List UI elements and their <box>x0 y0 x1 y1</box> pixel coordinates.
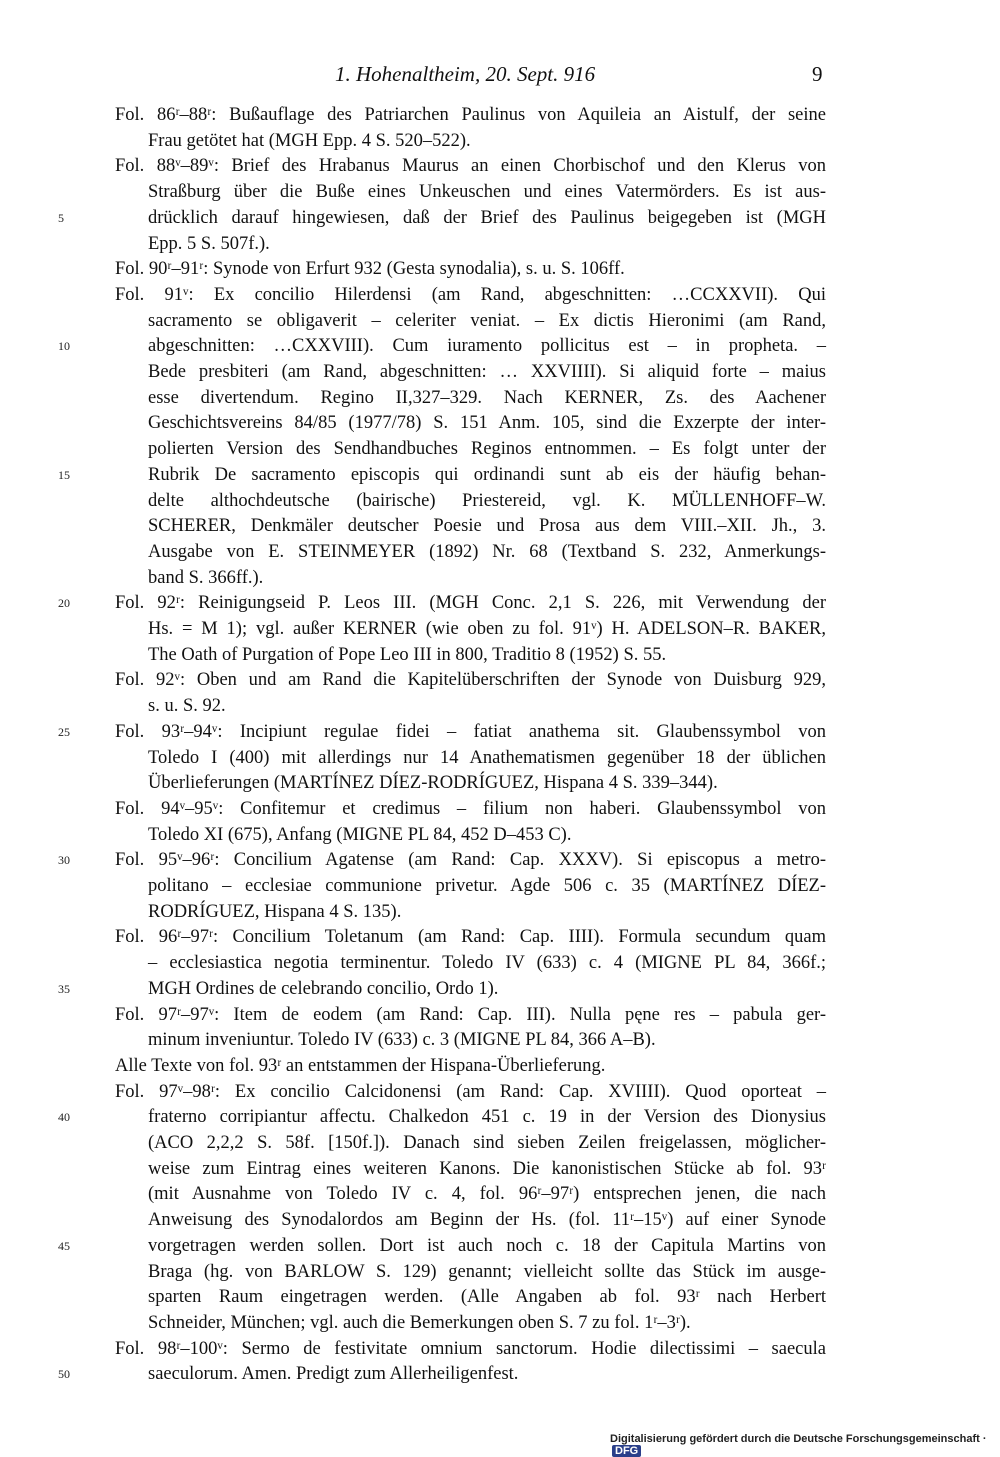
text-line <box>0 770 1000 796</box>
text-line <box>0 1027 1000 1053</box>
text-line <box>0 488 1000 514</box>
line-text: (mit Ausnahme von Toledo IV c. 4, fol. 96ʳ–97ʳ) entsprechen jenen, die nach <box>148 1184 826 1205</box>
text-line <box>0 308 1000 334</box>
line-text: Hs. = M 1); vgl. außer KERNER (wie oben zu fol. 91ᵛ) H. ADELSON–R. BAKER, <box>148 619 826 639</box>
text-line <box>0 513 1000 539</box>
line-text: Bede presbiteri (am Rand, abgeschnitten: … XXVIIII). Si aliquid forte – maius <box>148 362 826 382</box>
line-text: minum inveniuntur. Toledo IV (633) c. 3 (MIGNE PL 84, 366 A–B). <box>148 1030 656 1051</box>
text-line <box>0 1130 1000 1156</box>
text-line <box>0 1336 1000 1362</box>
line-text: Fol. 86ʳ–88ʳ: Bußauflage des Patriarchen Paulinus von Aquileia an Aistulf, der seine <box>115 105 826 125</box>
line-text: Fol. 95ᵛ–96ʳ: Concilium Agatense (am Rand: Cap. XXXV). Si episcopus a metro- <box>115 850 826 871</box>
text-line <box>0 282 1000 308</box>
line-number: 10 <box>58 339 70 354</box>
line-text: Fol. 97ʳ–97ᵛ: Item de eodem (am Rand: Cap. III). Nulla pęne res – pabula ger- <box>115 1004 826 1025</box>
text-line <box>0 179 1000 205</box>
line-number: 20 <box>58 596 70 611</box>
line-text: The Oath of Purgation of Pope Leo III in 800, Traditio 8 (1952) S. 55. <box>148 644 667 665</box>
text-line <box>0 899 1000 925</box>
text-line <box>0 1361 1000 1387</box>
text-line <box>0 976 1000 1002</box>
text-line <box>0 1053 1000 1079</box>
text-line <box>0 436 1000 462</box>
line-number: 5 <box>58 210 64 225</box>
line-text: Überlieferungen (MARTÍNEZ DÍEZ-RODRÍGUEZ, Hispana 4 S. 339–344). <box>148 773 718 794</box>
text-line <box>0 205 1000 231</box>
text-line <box>0 102 1000 128</box>
line-number: 35 <box>58 981 70 996</box>
text-line <box>0 1284 1000 1310</box>
text-line <box>0 719 1000 745</box>
text-line <box>0 385 1000 411</box>
line-text: s. u. S. 92. <box>148 696 226 717</box>
text-line <box>0 256 1000 282</box>
line-text: MGH Ordines de celebrando concilio, Ordo 1). <box>148 978 499 999</box>
line-text: sacramento se obligaverit – celeriter veniat. – Ex dictis Hieronimi (am Rand, <box>148 310 826 331</box>
line-text: SCHERER, Denkmäler deutscher Poesie und Prosa aus dem VIII.–XII. Jh., 3. <box>148 516 826 537</box>
text-line <box>0 616 1000 642</box>
dfg-logo: DFG <box>612 1445 641 1457</box>
text-line <box>0 359 1000 385</box>
line-text: Fol. 91ᵛ: Ex concilio Hilerdensi (am Rand, abgeschnitten: …CCXXVII). Qui <box>115 284 826 305</box>
line-text: sparten Raum eingetragen werden. (Alle Angaben ab fol. 93ʳ nach Herbert <box>148 1287 826 1308</box>
line-text: Alle Texte von fol. 93ʳ an entstammen der Hispana-Überlieferung. <box>115 1055 606 1076</box>
line-text: vorgetragen werden sollen. Dort ist auch noch c. 18 der Capitula Martins von <box>148 1235 826 1256</box>
text-line <box>0 924 1000 950</box>
line-text: drücklich darauf hingewiesen, daß der Brief des Paulinus beigegeben ist (MGH <box>148 207 826 228</box>
line-text: politano – ecclesiae communione privetur. Agde 506 c. 35 (MARTÍNEZ DÍEZ- <box>148 876 826 896</box>
line-text: Braga (hg. von BARLOW S. 129) genannt; vielleicht sollte das Stück im ausge- <box>148 1261 826 1282</box>
line-text: Fol. 92ᵛ: Oben und am Rand die Kapitelüberschriften der Synode von Duisburg 929, <box>115 670 826 691</box>
text-line <box>0 1079 1000 1105</box>
running-header <box>0 62 1000 92</box>
running-title: 1. Hohenaltheim, 20. Sept. 916 <box>335 62 596 86</box>
text-line <box>0 153 1000 179</box>
line-text: Epp. 5 S. 507f.). <box>148 233 270 254</box>
line-text: Fol. 93ʳ–94ᵛ: Incipiunt regulae fidei – fatiat anathema sit. Glaubenssymbol von <box>115 721 826 742</box>
text-line <box>0 873 1000 899</box>
line-number: 15 <box>58 467 70 482</box>
footer-text: Digitalisierung gefördert durch die Deutsche Forschungsgemeinschaft · <box>610 1433 987 1445</box>
line-text: Fol. 94ᵛ–95ᵛ: Confitemur et credimus – filium non haberi. Glaubenssymbol von <box>115 798 826 819</box>
line-text: Rubrik De sacramento episcopis qui ordinandi sunt ab eis der häufig behan- <box>148 464 826 485</box>
line-text: Fol. 88ᵛ–89ᵛ: Brief des Hrabanus Maurus an einen Chorbischof und den Klerus von <box>115 156 826 177</box>
line-text: polierten Version des Sendhandbuches Reginos entnommen. – Es folgt unter der <box>148 439 826 460</box>
line-text: RODRÍGUEZ, Hispana 4 S. 135). <box>148 901 402 922</box>
text-line <box>0 1310 1000 1336</box>
line-text: – ecclesiastica negotia terminentur. Toledo IV (633) c. 4 (MIGNE PL 84, 366f.; <box>148 953 826 974</box>
text-line <box>0 1002 1000 1028</box>
line-text: Fol. 92ʳ: Reinigungseid P. Leos III. (MGH Conc. 2,1 S. 226, mit Verwendung der <box>115 593 826 614</box>
text-line <box>0 1181 1000 1207</box>
text-line <box>0 231 1000 257</box>
line-text: weise zum Eintrag eines weiteren Kanons. Die kanonistischen Stücke ab fol. 93ʳ <box>148 1158 826 1179</box>
text-line <box>0 950 1000 976</box>
line-text: fraterno corripiantur affectu. Chalkedon 451 c. 19 in der Version des Dionysius <box>148 1107 826 1128</box>
line-text: Ausgabe von E. STEINMEYER (1892) Nr. 68 (Textband S. 232, Anmerkungs- <box>148 541 826 562</box>
line-number: 45 <box>58 1238 70 1253</box>
line-text: Fol. 90ʳ–91ʳ: Synode von Erfurt 932 (Gesta synodalia), s. u. S. 106ff. <box>115 259 625 280</box>
text-line <box>0 642 1000 668</box>
line-text: Fol. 97ᵛ–98ʳ: Ex concilio Calcidonensi (am Rand: Cap. XVIIII). Quod oporteat – <box>115 1081 826 1102</box>
line-text: (ACO 2,2,2 S. 58f. [150f.]). Danach sind sieben Zeilen freigelassen, möglicher- <box>148 1133 826 1153</box>
line-text: Schneider, München; vgl. auch die Bemerkungen oben S. 7 zu fol. 1ʳ–3ʳ). <box>148 1312 691 1333</box>
line-number: 30 <box>58 853 70 868</box>
page-number: 9 <box>812 62 823 86</box>
text-line <box>0 1156 1000 1182</box>
line-text: Geschichtsvereins 84/85 (1977/78) S. 151 Anm. 105, sind die Exzerpte der inter- <box>148 413 826 434</box>
text-line <box>0 539 1000 565</box>
line-text: Frau getötet hat (MGH Epp. 4 S. 520–522). <box>148 130 471 151</box>
line-text: Anweisung des Synodalordos am Beginn der Hs. (fol. 11ʳ–15ᵛ) auf einer Synode <box>148 1210 826 1231</box>
line-number: 25 <box>58 724 70 739</box>
text-line <box>0 590 1000 616</box>
line-text: saeculorum. Amen. Predigt zum Allerheiligenfest. <box>148 1364 519 1385</box>
text-line <box>0 667 1000 693</box>
text-line <box>0 128 1000 154</box>
text-line <box>0 847 1000 873</box>
text-line <box>0 1259 1000 1285</box>
text-line <box>0 693 1000 719</box>
line-text: Fol. 98ʳ–100ᵛ: Sermo de festivitate omnium sanctorum. Hodie dilectissimi – saecula <box>115 1338 826 1359</box>
text-line <box>0 410 1000 436</box>
line-text: Toledo XI (675), Anfang (MIGNE PL 84, 452 D–453 C). <box>148 824 572 845</box>
line-text: abgeschnitten: …CXXVIII). Cum iuramento pollicitus est – in propheta. – <box>148 336 826 357</box>
text-line <box>0 1104 1000 1130</box>
line-number: 40 <box>58 1110 70 1125</box>
text-line <box>0 796 1000 822</box>
line-text: delte althochdeutsche (bairische) Priestereid, vgl. K. MÜLLENHOFF–W. <box>148 490 826 511</box>
line-text: Straßburg über die Buße eines Unkeuschen und eines Vatermörders. Es ist aus- <box>148 182 826 203</box>
line-text: Fol. 96ʳ–97ʳ: Concilium Toletanum (am Rand: Cap. IIII). Formula secundum quam <box>115 927 826 948</box>
text-line <box>0 333 1000 359</box>
text-line <box>0 745 1000 771</box>
line-text: band S. 366ff.). <box>148 567 264 588</box>
line-number: 50 <box>58 1367 70 1382</box>
text-line <box>0 822 1000 848</box>
text-line <box>0 462 1000 488</box>
text-line <box>0 1207 1000 1233</box>
line-text: esse divertendum. Regino II,327–329. Nach KERNER, Zs. des Aachener <box>148 387 826 408</box>
line-text: Toledo I (400) mit allerdings nur 14 Anathematismen gegenüber 18 der üblichen <box>148 747 826 768</box>
text-line <box>0 1233 1000 1259</box>
text-line <box>0 565 1000 591</box>
digitization-footer <box>610 1433 1000 1457</box>
